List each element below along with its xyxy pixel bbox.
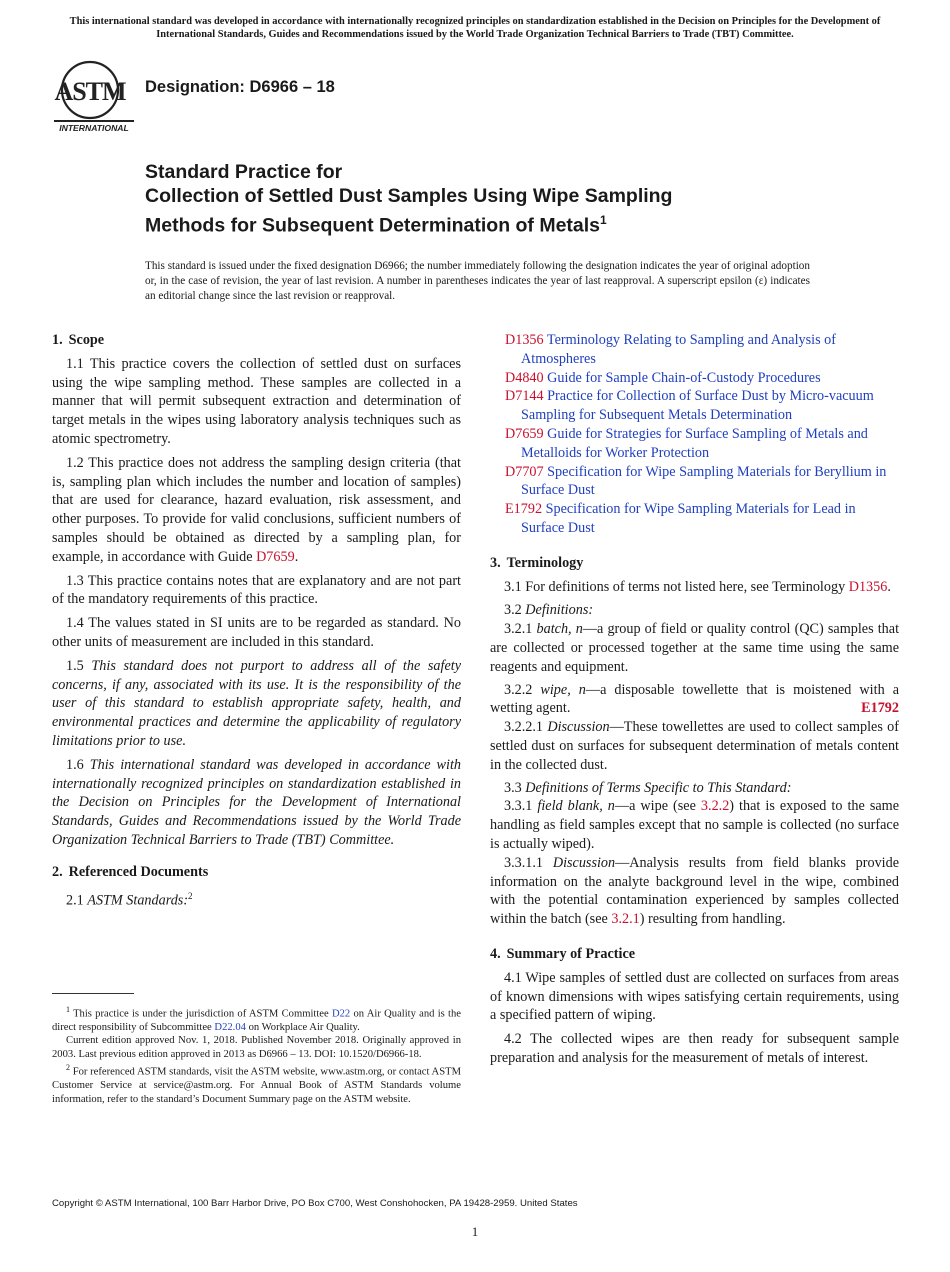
- link-d22-04[interactable]: D22.04: [214, 1021, 246, 1033]
- para-3-2: 3.2 Definitions:: [504, 602, 594, 619]
- ref-item[interactable]: D7144 Practice for Collection of Surface Dust by Micro-vacuum Sampling for Subsequent Metals Determination: [505, 388, 874, 424]
- link-d1356[interactable]: D1356: [848, 578, 888, 595]
- link-d7659[interactable]: D7659: [256, 548, 295, 565]
- footnote-1-edition: Current edition approved Nov. 1, 2018. Published November 2018. Originally approved in 2003. Last previous edition approved in 2013 as D6966 – 13. DOI: 10.1520/D6966-18.: [52, 1035, 461, 1060]
- para-3-1: 3.1 For definitions of terms not listed here, see Terminology D1356.: [504, 578, 891, 595]
- title-line-3-text: Methods for Subsequent Determination of Metals: [145, 214, 601, 237]
- standard-notice: This international standard was developed in accordance with internationally recognized principles on standardization established in the Decision on Principles for the Development of International Standards, Guides and Recommendations issued by the World Trade Organization Technical Barriers to Trade (TBT) Committee.: [69, 16, 881, 40]
- para-4-1: 4.1 Wipe samples of settled dust are collected on surfaces from areas of known dimensions with wipes satisfying certain requirements, using a specified pattern of wiping.: [490, 969, 899, 1024]
- ref-item[interactable]: D4840 Guide for Sample Chain-of-Custody Procedures: [505, 369, 821, 386]
- referenced-standards-list: [490, 331, 899, 538]
- section-terminology-heading: 3. Terminology: [490, 554, 584, 571]
- page-number: 1: [471, 1224, 479, 1239]
- title-line-3: [145, 208, 905, 238]
- ref-e1792[interactable]: E1792: [861, 700, 899, 717]
- para-1-2: 1.2 This practice does not address the sampling design criteria (that is, sampling plan which includes the number and location of samples) that are used for clearance, hazard evaluation, risk assessment, and other purposes. To provide for valid conclusions, sufficient numbers of samples should be obtained as directed by a sampling plan, for example, in accordance with Guide D7659.: [52, 454, 461, 565]
- para-2-1: 2.1 ASTM Standards:$^2$: [66, 890, 193, 909]
- link-d22[interactable]: D22: [331, 1008, 351, 1020]
- document-title: [145, 160, 905, 238]
- right-column: [490, 331, 899, 1073]
- title-footnote-mark: 1: [600, 213, 607, 227]
- copyright: Copyright © ASTM International, 100 Barr Harbor Drive, PO Box C700, West Conshohocken, PA 19428-2959. United States: [52, 1198, 578, 1209]
- para-1-4: 1.4 The values stated in SI units are to be regarded as standard. No other units of measurement are included in this standard.: [52, 615, 461, 650]
- para-1-6: 1.6 This international standard was developed in accordance with internationally recognized principles on standardization established in the Decision on Principles for the Development of International Standards, Guides and Recommendations issued by the World Trade Organization Technical Barriers to Trade (TBT) Committee.: [52, 756, 461, 848]
- para-3-2-1: 3.2.1 batch, n—a group of field or quality control (QC) samples that are collected or processed together at the same time using the same reagents and equipment.: [490, 621, 900, 675]
- ref-item[interactable]: D7659 Guide for Strategies for Surface Sampling of Metals and Metalloids for Worker Protection: [505, 425, 868, 461]
- ref-item[interactable]: E1792 Specification for Wipe Sampling Materials for Lead in Surface Dust: [505, 501, 856, 536]
- section-referenced-heading: 2. Referenced Documents: [52, 863, 209, 880]
- footnote-1: $^1$ This practice is under the jurisdiction of ASTM Committee D22 on Air Quality and is the direct responsibility of Subcommittee D22.04 on Workplace Air Quality.: [52, 1005, 462, 1033]
- title-line-1: Standard Practice for: [145, 161, 343, 183]
- section-summary-heading: 4. Summary of Practice: [490, 945, 636, 962]
- issue-note: This standard is issued under the fixed designation D6966; the number immediately following the designation indicates the year of original adoption or, in the case of revision, the year of last revision. A number in parentheses indicates the year of last reapproval. A superscript epsilon (ε) indicates an editorial change since the last revision or reapproval.: [145, 260, 810, 302]
- astm-logo: [52, 58, 136, 132]
- footnotes: [52, 1003, 461, 1106]
- para-4-2: 4.2 The collected wipes are then ready for subsequent sample preparation and analysis for the measurement of metals of interest.: [490, 1031, 899, 1066]
- link-3-2-2[interactable]: 3.2.2: [700, 798, 730, 815]
- footnote-2: $^2$ For referenced ASTM standards, visit the ASTM website, www.astm.org, or contact ASTM Customer Service at service@astm.org. For Annual Book of ASTM Standards volume information, refer to the standard’s Document Summary page on the ASTM website.: [52, 1063, 461, 1105]
- logo-subtext: INTERNATIONAL: [59, 123, 129, 132]
- section-scope-heading: 1. Scope: [52, 332, 105, 348]
- para-3-3-1: 3.3.1 field blank, n—a wipe (see 3.2.2) that is exposed to the same handling as field samples except that no sample is collected (no surface is actually wiped).: [490, 798, 900, 852]
- para-1-5: 1.5 This standard does not purport to address all of the safety concerns, if any, associated with its use. It is the responsibility of the user of this standard to establish appropriate safety, health, and environmental practices and determine the applicability of regulatory limitations prior to use.: [52, 657, 461, 749]
- para-1-3: 1.3 This practice contains notes that are explanatory and are not part of the mandatory requirements of this practice.: [52, 572, 461, 608]
- para-3-3-1-1: 3.3.1.1 Discussion—Analysis results from field blanks provide information on the analyte background level in the wipe, combined with the potential contamination experienced by samples collected within the batch (see 3.2.1) resulting from handling.: [490, 854, 900, 928]
- ref-item[interactable]: D7707 Specification for Wipe Sampling Materials for Beryllium in Surface Dust: [505, 463, 887, 499]
- title-line-2: Collection of Settled Dust Samples Using Wipe Sampling: [145, 185, 673, 207]
- para-3-3: 3.3 Definitions of Terms Specific to This Standard:: [504, 779, 792, 796]
- link-3-2-1[interactable]: 3.2.1: [611, 911, 640, 928]
- logo-text: ASTM: [54, 77, 126, 106]
- ref-item[interactable]: D1356 Terminology Relating to Sampling and Analysis of Atmospheres: [505, 332, 836, 367]
- para-3-2-2-1: 3.2.2.1 Discussion—These towellettes are used to collect samples of settled dust on surfaces for subsequent determination of metals content in the collected dust.: [490, 719, 899, 773]
- para-1-1: 1.1 This practice covers the collection of settled dust on surfaces using the wipe sampling method. These samples are collected in a manner that will permit subsequent extraction and determination of target metals in the wipes using laboratory analysis techniques such as atomic spectrometry.: [52, 355, 461, 447]
- footnote-divider: [52, 993, 134, 994]
- designation: Designation: D6966 – 18: [145, 78, 335, 96]
- left-column: [52, 331, 461, 915]
- para-3-2-2: 3.2.2 wipe, n—a disposable towellette that is moistened with a wetting agent. E1792: [490, 681, 899, 717]
